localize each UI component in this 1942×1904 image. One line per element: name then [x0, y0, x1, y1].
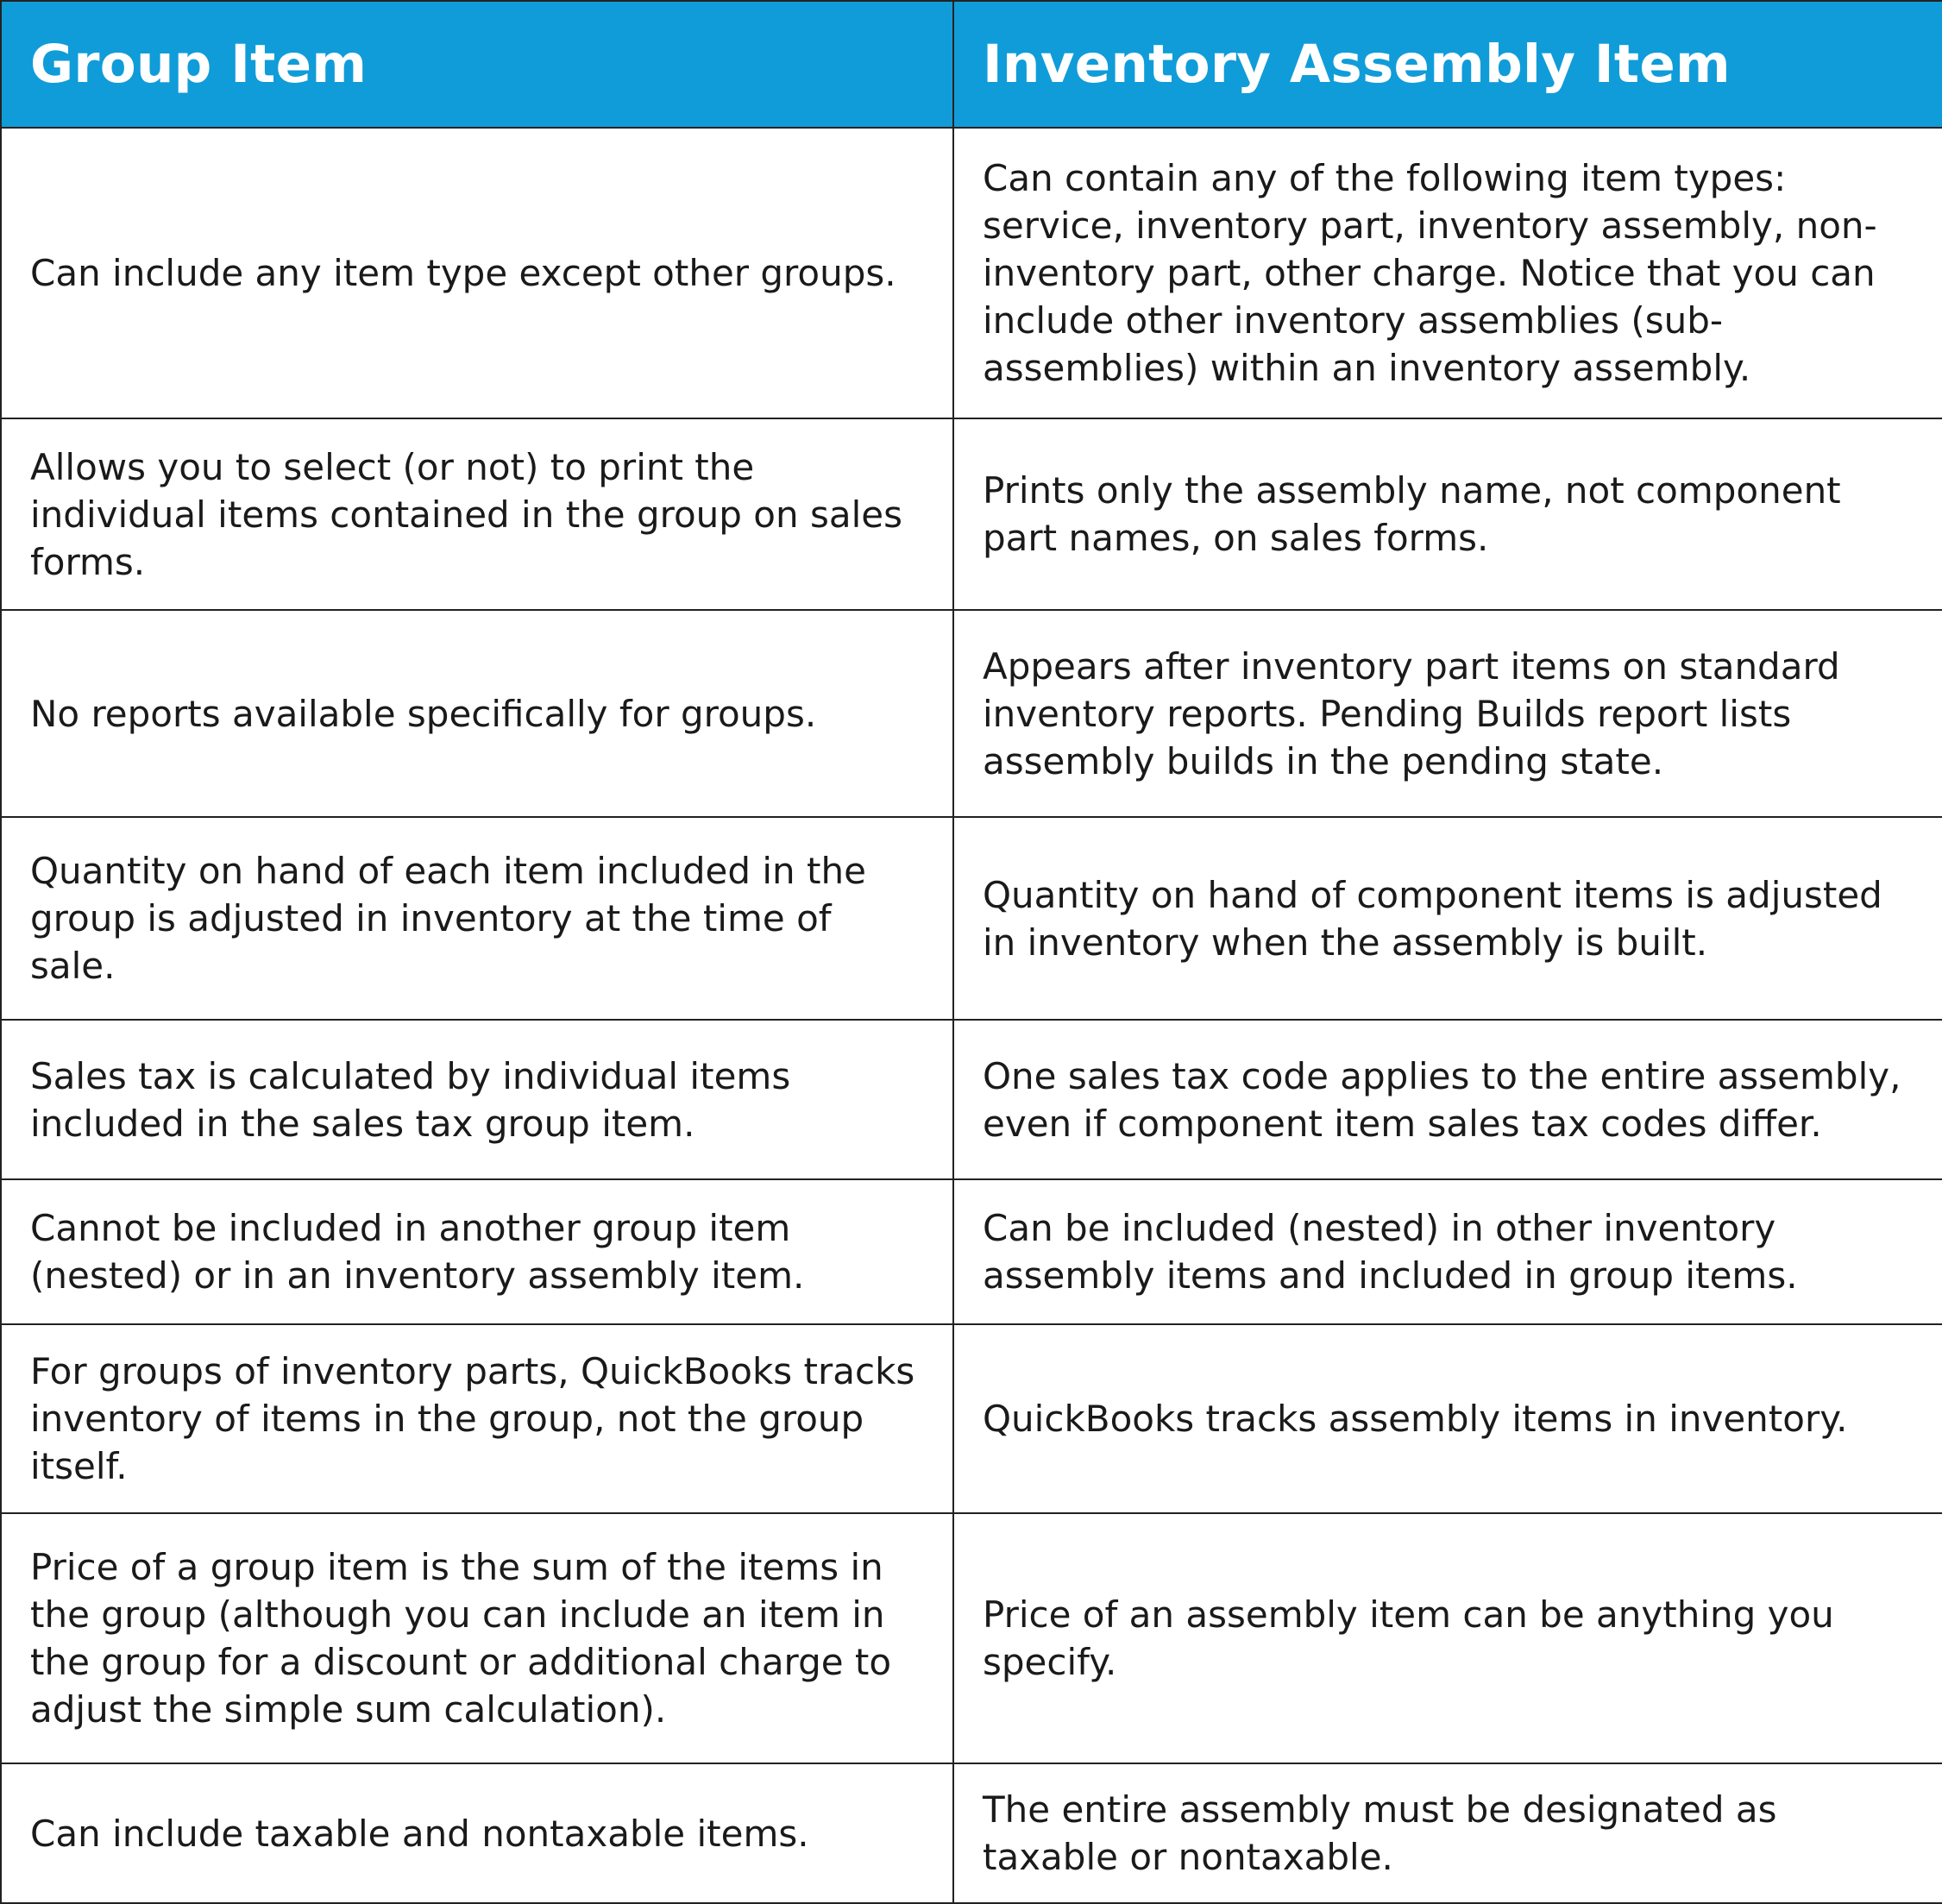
assembly-item-cell: Can contain any of the following item types: service, inventory part, inventory assembly, non-inventory part, other charge. Notice that you can include other inventory assemblies (sub-assemblies) within an inventory assembly. — [953, 128, 1942, 418]
table-row — [1, 1513, 1942, 1763]
group-item-cell: No reports available specifically for groups. — [1, 610, 953, 817]
group-item-cell: Cannot be included in another group item (nested) or in an inventory assembly item. — [1, 1179, 953, 1324]
group-item-cell: Sales tax is calculated by individual items included in the sales tax group item. — [1, 1020, 953, 1179]
assembly-item-cell: Appears after inventory part items on standard inventory reports. Pending Builds report lists assembly builds in the pending state. — [953, 610, 1942, 817]
group-item-cell: Quantity on hand of each item included in the group is adjusted in inventory at the time of sale. — [1, 817, 953, 1020]
assembly-item-cell: Quantity on hand of component items is adjusted in inventory when the assembly is built. — [953, 817, 1942, 1020]
assembly-item-cell: One sales tax code applies to the entire assembly, even if component item sales tax codes differ. — [953, 1020, 1942, 1179]
header-inventory-assembly-item: Inventory Assembly Item — [953, 1, 1942, 128]
table-row — [1, 1763, 1942, 1903]
assembly-item-cell: Price of an assembly item can be anything you specify. — [953, 1513, 1942, 1763]
table-row — [1, 1020, 1942, 1179]
group-item-cell: Can include any item type except other groups. — [1, 128, 953, 418]
assembly-item-cell: QuickBooks tracks assembly items in inventory. — [953, 1324, 1942, 1513]
assembly-item-cell: The entire assembly must be designated as taxable or nontaxable. — [953, 1763, 1942, 1903]
header-group-item: Group Item — [1, 1, 953, 128]
group-item-cell: Price of a group item is the sum of the items in the group (although you can include an item in the group for a discount or additional charge to adjust the simple sum calculation). — [1, 1513, 953, 1763]
table-row — [1, 610, 1942, 817]
assembly-item-cell: Prints only the assembly name, not component part names, on sales forms. — [953, 418, 1942, 610]
group-item-cell: Can include taxable and nontaxable items. — [1, 1763, 953, 1903]
assembly-item-cell: Can be included (nested) in other inventory assembly items and included in group items. — [953, 1179, 1942, 1324]
table-row — [1, 817, 1942, 1020]
header-row — [1, 1, 1942, 128]
table-row — [1, 1179, 1942, 1324]
table-row — [1, 1324, 1942, 1513]
group-item-cell: For groups of inventory parts, QuickBooks tracks inventory of items in the group, not the group itself. — [1, 1324, 953, 1513]
table-row — [1, 418, 1942, 610]
table-row — [1, 128, 1942, 418]
group-item-cell: Allows you to select (or not) to print the individual items contained in the group on sales forms. — [1, 418, 953, 610]
